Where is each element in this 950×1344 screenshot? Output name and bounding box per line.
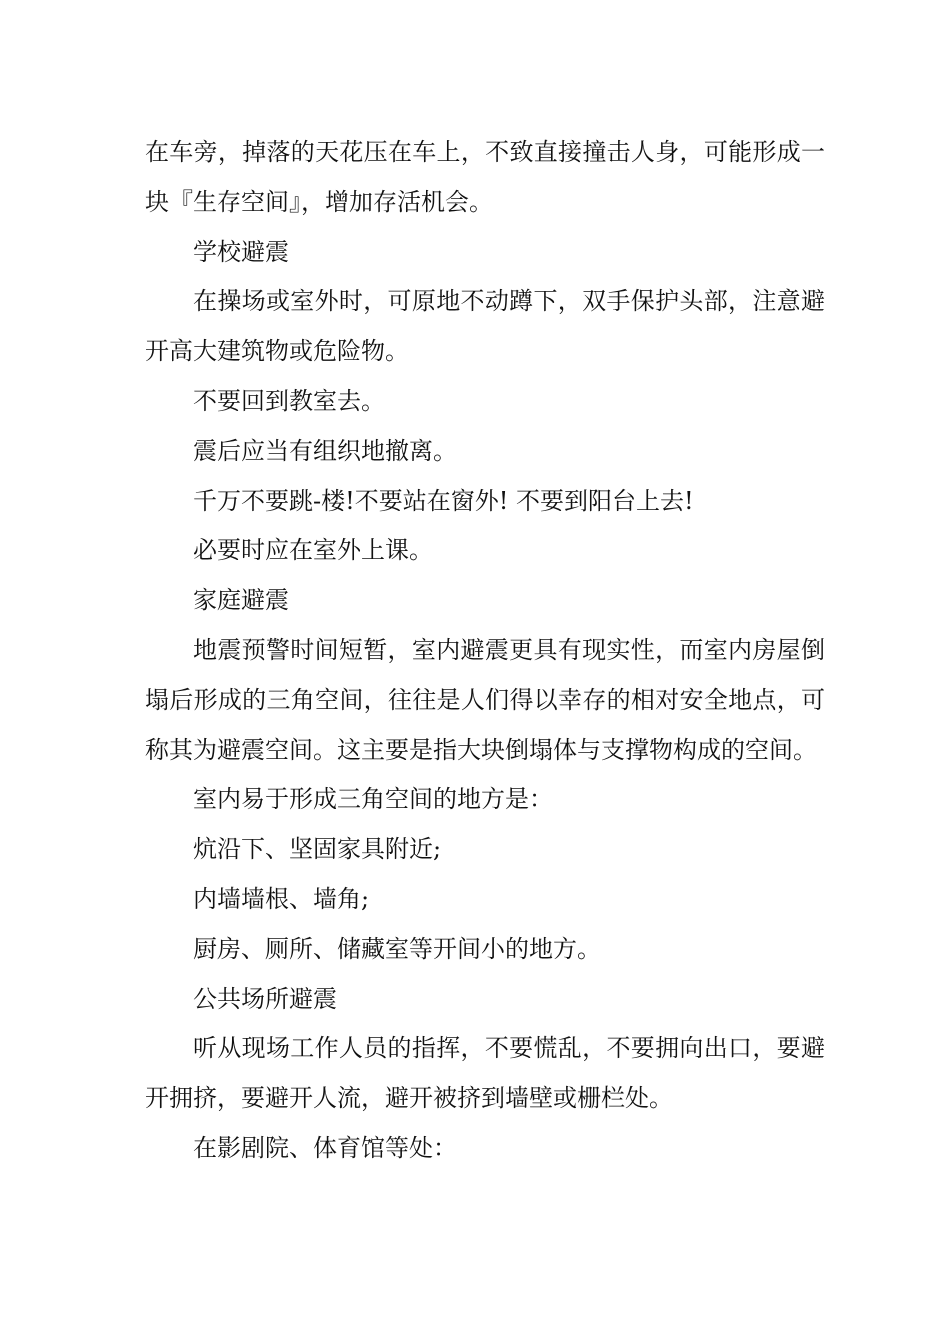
paragraph-organized-evacuation: 震后应当有组织地撤离。 [193,436,457,465]
document-body [145,128,825,1174]
list-item-small-rooms: 厨房、厕所、储藏室等开间小的地方。 [193,934,601,963]
list-item-inner-wall: 内墙墙根、墙角; [193,884,370,913]
paragraph-car-continuation: 在车旁，掉落的天花压在车上，不致直接撞击人身，可能形成一块『生存空间』，增加存活机会。 [145,138,825,216]
paragraph-outdoor-class: 必要时应在室外上课。 [193,536,433,565]
paragraph-theater-gym: 在影剧院、体育馆等处： [193,1133,457,1162]
paragraph-triangle-locations: 室内易于形成三角空间的地方是： [193,785,553,814]
list-item-kang-furniture: 炕沿下、坚固家具附近; [193,835,442,864]
paragraph-triangle-space: 地震预警时间短暂，室内避震更具有现实性，而室内房屋倒塌后形成的三角空间，往往是人们得以幸存的相对安全地点，可称其为避震空间。这主要是指大块倒塌体与支撑物构成的空间。 [145,635,825,764]
paragraph-no-jumping: 千万不要跳-楼!不要站在窗外! 不要到阳台上去! [193,486,694,515]
paragraph-follow-staff: 听从现场工作人员的指挥，不要慌乱，不要拥向出口，要避开拥挤，要避开人流，避开被挤到墙壁或栅栏处。 [145,1034,825,1113]
heading-school-shelter: 学校避震 [193,237,289,266]
heading-public-shelter: 公共场所避震 [193,984,337,1013]
paragraph-playground: 在操场或室外时，可原地不动蹲下，双手保护头部，注意避开高大建筑物或危险物。 [145,287,825,366]
heading-home-shelter: 家庭避震 [193,586,289,615]
paragraph-no-return-classroom: 不要回到教室去。 [193,386,385,415]
